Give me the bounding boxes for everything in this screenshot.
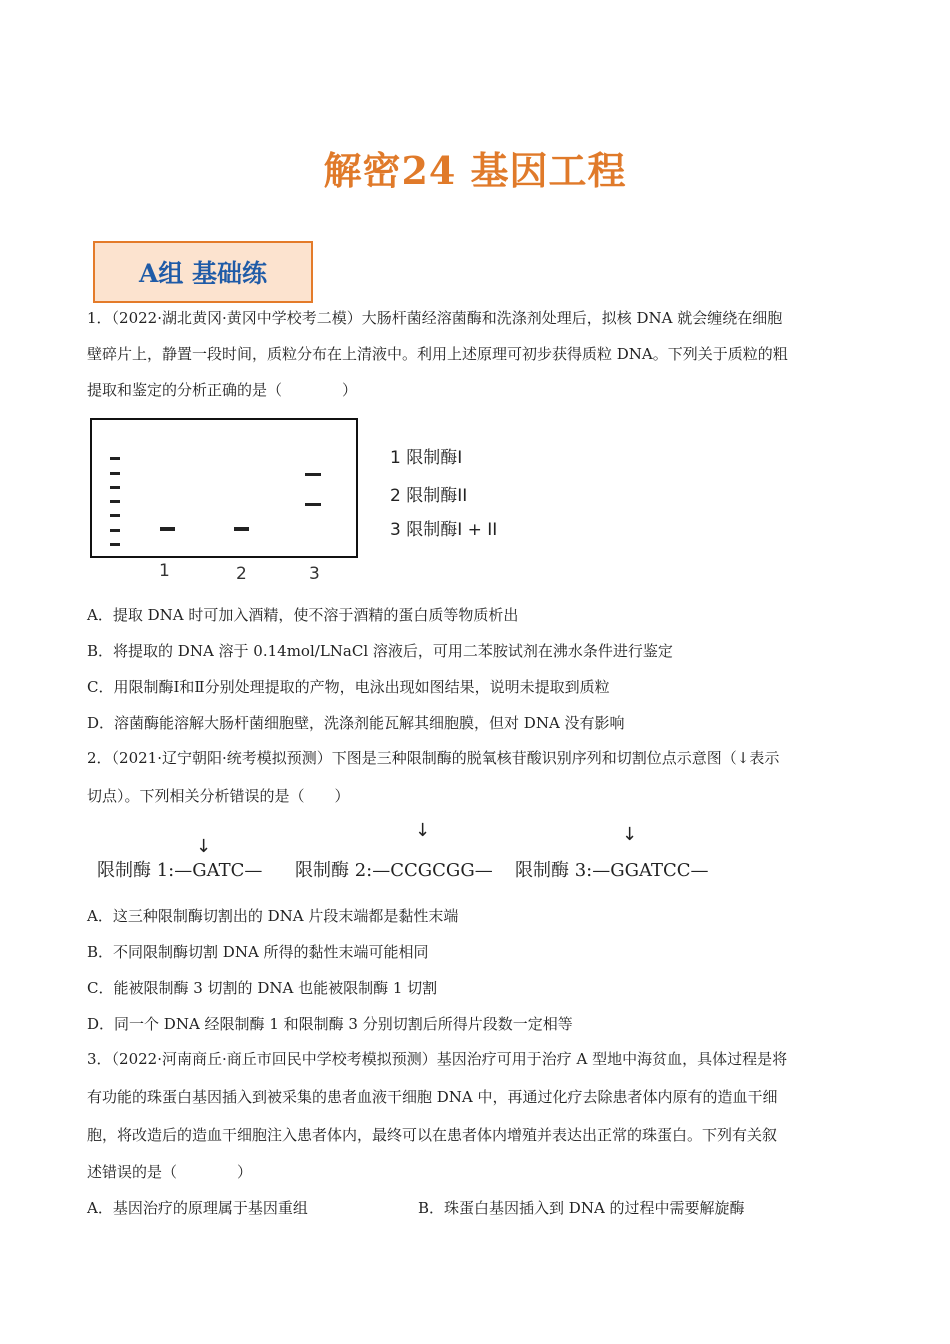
q3-stem-line: 述错误的是（ ） xyxy=(87,1163,253,1181)
lane-label-1: 1 xyxy=(159,561,170,581)
lane-3-band xyxy=(305,503,321,506)
q1-option-c: C．用限制酶Ⅰ和Ⅱ分别处理提取的产物，电泳出现如图结果，说明未提取到质粒 xyxy=(87,678,610,696)
lane-3-band xyxy=(305,473,321,476)
group-a-label: A组 基础练 xyxy=(138,259,268,288)
q1-option-b: B．将提取的 DNA 溶于 0.14mol/LNaCl 溶液后，可用二苯胺试剂在沸水条件进行鉴定 xyxy=(87,642,673,660)
legend-enzyme-3: 3 限制酶I + II xyxy=(390,520,498,540)
lane-1-band xyxy=(160,527,175,531)
cut-arrow-icon: ↓ xyxy=(415,820,431,841)
enzyme-3-sequence: 限制酶 3:—GGATCC— xyxy=(515,860,709,881)
q3-option-a: A．基因治疗的原理属于基因重组 xyxy=(87,1199,308,1217)
q2-option-d: D．同一个 DNA 经限制酶 1 和限制酶 3 分别切割后所得片段数一定相等 xyxy=(87,1015,573,1033)
q3-option-b: B．珠蛋白基因插入到 DNA 的过程中需要解旋酶 xyxy=(418,1199,745,1217)
q2-stem-line: 2．（2021·辽宁朝阳·统考模拟预测）下图是三种限制酶的脱氧核苷酸识别序列和切割位点示意图（↓表示 xyxy=(87,749,780,767)
enzyme-1-sequence: 限制酶 1:—GATC— xyxy=(97,860,263,881)
legend-enzyme-1: 1 限制酶I xyxy=(390,448,463,468)
ladder-band xyxy=(110,543,120,546)
ladder-band xyxy=(110,514,120,517)
lane-2-band xyxy=(234,527,249,531)
q2-option-c: C．能被限制酶 3 切割的 DNA 也能被限制酶 1 切割 xyxy=(87,979,438,997)
page-title: 解密24 基因工程 xyxy=(323,148,627,193)
cut-arrow-icon: ↓ xyxy=(622,824,638,845)
legend-enzyme-2: 2 限制酶II xyxy=(390,486,468,506)
q1-stem-line: 提取和鉴定的分析正确的是（ ） xyxy=(87,381,358,399)
q1-option-a: A．提取 DNA 时可加入酒精，使不溶于酒精的蛋白质等物质析出 xyxy=(87,606,519,624)
cut-arrow-icon: ↓ xyxy=(196,836,212,857)
q3-stem-line: 3．（2022·河南商丘·商丘市回民中学校考模拟预测）基因治疗可用于治疗 A 型地中海贫血，具体过程是将 xyxy=(87,1050,788,1068)
q3-stem-line: 胞，将改造后的造血干细胞注入患者体内，最终可以在患者体内增殖并表达出正常的珠蛋白。下列有关叙 xyxy=(87,1126,778,1144)
q3-stem-line: 有功能的珠蛋白基因插入到被采集的患者血液干细胞 DNA 中，再通过化疗去除患者体内原有的造血干细 xyxy=(87,1088,778,1106)
gel-electrophoresis-figure xyxy=(90,418,358,558)
ladder-band xyxy=(110,486,120,489)
enzyme-2-sequence: 限制酶 2:—CCGCGG— xyxy=(295,860,493,881)
group-a-banner xyxy=(93,241,313,303)
q1-stem-line: 1．（2022·湖北黄冈·黄冈中学校考二模）大肠杆菌经溶菌酶和洗涤剂处理后，拟核 DNA 就会缠绕在细胞 xyxy=(87,309,783,327)
q1-stem-line: 壁碎片上，静置一段时间，质粒分布在上清液中。利用上述原理可初步获得质粒 DNA。下列关于质粒的粗 xyxy=(87,345,788,363)
ladder-band xyxy=(110,529,120,532)
q1-option-d: D．溶菌酶能溶解大肠杆菌细胞壁，洗涤剂能瓦解其细胞膜，但对 DNA 没有影响 xyxy=(87,714,625,732)
ladder-band xyxy=(110,472,120,475)
q2-stem-line: 切点）。下列相关分析错误的是（ ） xyxy=(87,787,350,805)
q2-option-b: B．不同限制酶切割 DNA 所得的黏性末端可能相同 xyxy=(87,943,429,961)
ladder-band xyxy=(110,457,120,460)
q2-option-a: A．这三种限制酶切割出的 DNA 片段末端都是黏性末端 xyxy=(87,907,459,925)
lane-label-3: 3 xyxy=(309,564,320,584)
ladder-band xyxy=(110,500,120,503)
lane-label-2: 2 xyxy=(236,564,247,584)
